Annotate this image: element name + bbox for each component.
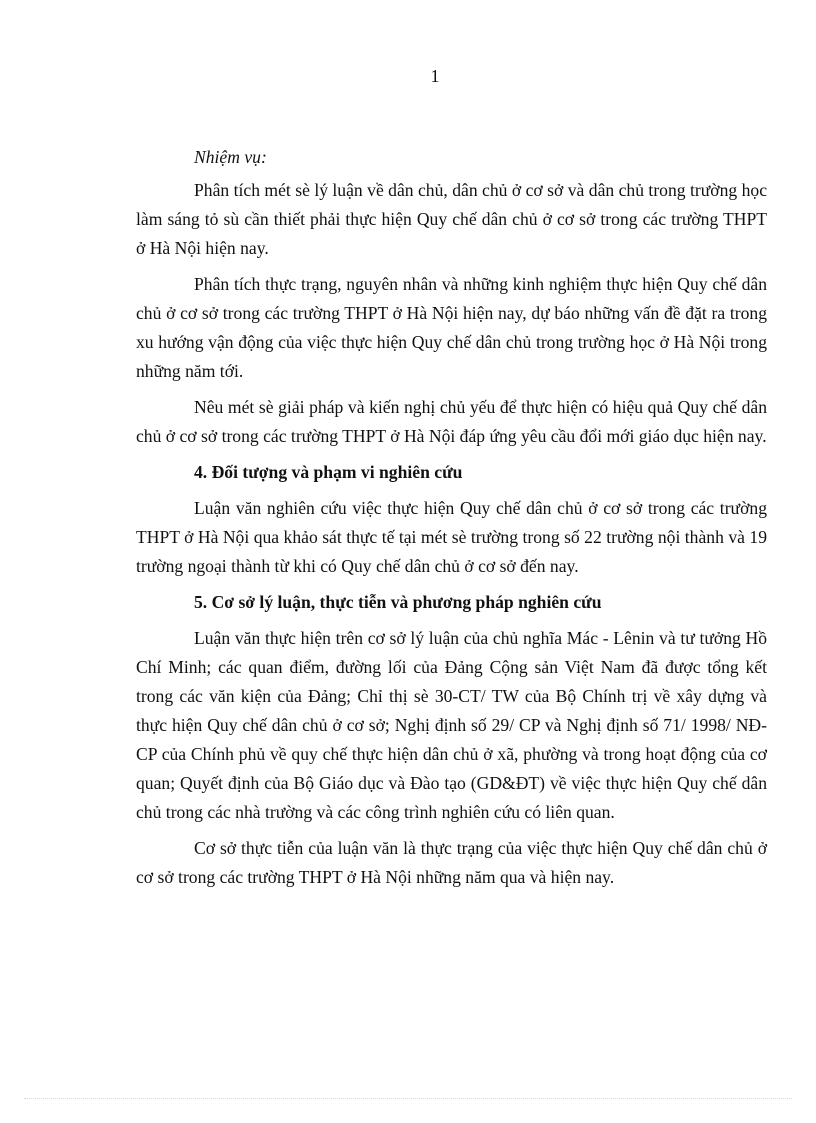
paragraph-analysis-theory: Phân tích mét sè lý luận về dân chủ, dân chủ ở cơ sở và dân chủ trong trường học làm sáng tỏ sù cần thiết phải thực hiện Quy chế dân chủ ở cơ sở trong các trường THPT ở Hà Nội hiện nay. (136, 180, 767, 258)
paragraph-practical-basis: Cơ sở thực tiễn của luận văn là thực trạng của việc thực hiện Quy chế dân chủ ở cơ sở trong các trường THPT ở Hà Nội những năm qua và hiện nay. (136, 838, 767, 887)
document-body (136, 143, 767, 899)
section-heading-methodology: 5. Cơ sở lý luận, thực tiễn và phương pháp nghiên cứu (194, 592, 602, 612)
paragraph-analysis-reality: Phân tích thực trạng, nguyên nhân và những kinh nghiệm thực hiện Quy chế dân chủ ở cơ sở trong các trường THPT ở Hà Nội hiện nay, dự báo những vấn đề đặt ra trong xu hướng vận động của việc thực hiện Quy chế dân chủ trong trường học ở Hà Nội trong những năm tới. (136, 274, 767, 381)
section-heading-scope: 4. Đối tượng và phạm vi nghiên cứu (194, 462, 463, 482)
paragraph-scope: Luận văn nghiên cứu việc thực hiện Quy chế dân chủ ở cơ sở trong các trường THPT ở Hà Nội qua khảo sát thực tế tại mét sè trường trong số 22 trường nội thành và 19 trường ngoại thành từ khi có Quy chế dân chủ ở cơ sở đến nay. (136, 498, 767, 576)
paragraph-theoretical-basis: Luận văn thực hiện trên cơ sở lý luận của chủ nghĩa Mác - Lênin và tư tưởng Hồ Chí Minh; các quan điểm, đường lối của Đảng Cộng sản Việt Nam đã được tổng kết trong các văn kiện của Đảng; Chỉ thị sè 30-CT/ TW của Bộ Chính trị về xây dựng và thực hiện Quy chế dân chủ ở cơ sở; Nghị định số 29/ CP và Nghị định số 71/ 1998/ NĐ-CP của Chính phủ về quy chế thực hiện dân chủ ở xã, phường và trong hoạt động của cơ quan; Quyết định của Bộ Giáo dục và Đào tạo (GD&ĐT) về việc thực hiện Quy chế dân chủ trong các nhà trường và các công trình nghiên cứu có liên quan. (136, 628, 767, 822)
task-label: Nhiệm vụ: (194, 147, 267, 167)
page-bottom-divider (24, 1098, 792, 1099)
paragraph-solutions: Nêu mét sè giải pháp và kiến nghị chủ yếu để thực hiện có hiệu quả Quy chế dân chủ ở cơ sở trong các trường THPT ở Hà Nội đáp ứng yêu cầu đổi mới giáo dục hiện nay. (136, 397, 767, 446)
page-number: 1 (430, 66, 440, 86)
